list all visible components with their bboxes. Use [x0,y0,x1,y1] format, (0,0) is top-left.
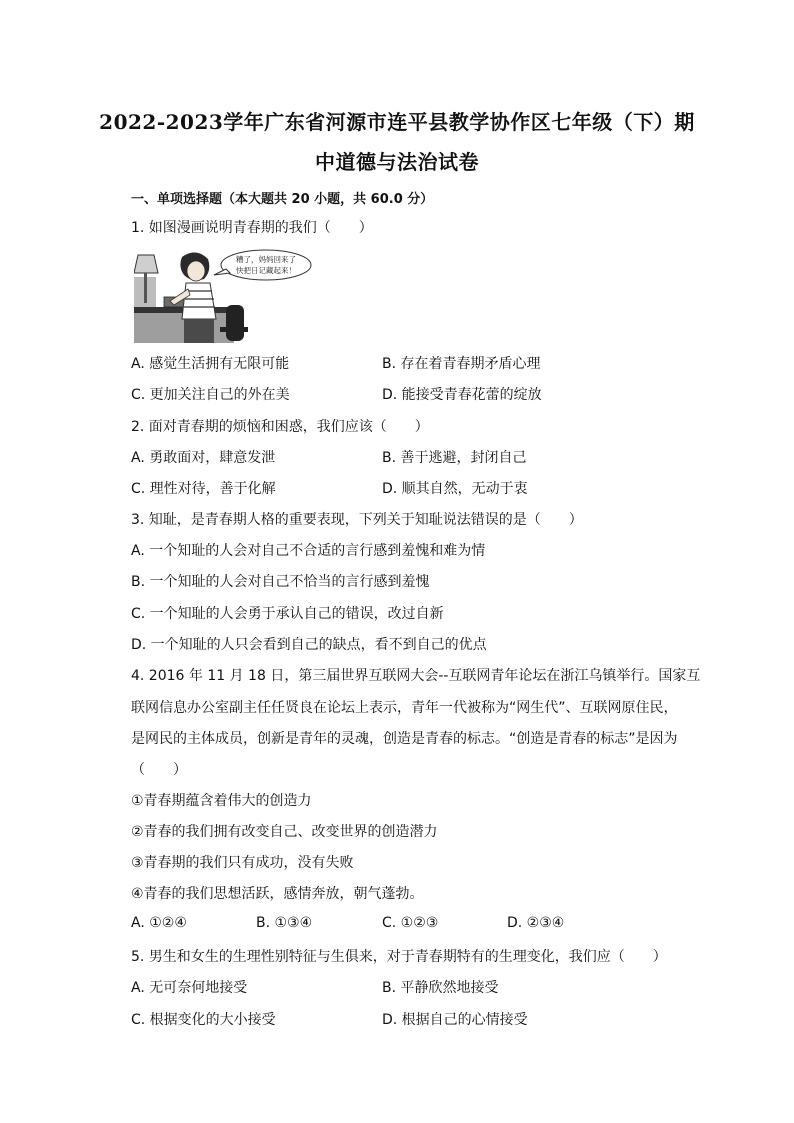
question-4-option-c: C. ①②③ [382,915,439,931]
question-5-stem: 5. 男生和女生的生理性别特征与生俱来，对于青春期特有的生理变化，我们应（ ） [131,949,667,965]
exam-title-line-2: 中道德与法治试卷 [315,150,479,174]
question-3-option-d: D. 一个知耻的人只会看到自己的缺点，看不到自己的优点 [131,637,487,653]
question-5-option-a: A. 无可奈何地接受 [131,980,248,996]
section-heading: 一、单项选择题（本大题共 20 小题，共 60.0 分） [131,192,434,207]
question-4-statement-3: ③青春期的我们只有成功，没有失败 [131,855,354,871]
question-4-stem-line-4: （ ） [131,762,187,778]
question-5-option-d: D. 根据自己的心情接受 [382,1012,528,1028]
question-1-option-b: B. 存在着青春期矛盾心理 [382,356,541,372]
question-4-statement-1: ①青春期蕴含着伟大的创造力 [131,793,312,809]
exam-title-line-1: 2022-2023学年广东省河源市连平县教学协作区七年级（下）期 [99,110,695,134]
speech-bubble-line-1: 糟了，妈妈回来了 [236,255,296,264]
question-2-option-d: D. 顺其自然，无动于衷 [382,481,528,497]
question-2-stem: 2. 面对青春期的烦恼和困惑，我们应该（ ） [131,419,429,435]
question-4-option-a: A. ①②④ [131,915,187,931]
question-4-option-b: B. ①③④ [256,915,313,931]
speech-bubble-line-2: 快把日记藏起来！ [236,266,296,275]
question-1-stem: 1. 如图漫画说明青春期的我们（ ） [131,220,373,236]
comic-illustration [134,247,312,343]
question-5-option-c: C. 根据变化的大小接受 [131,1012,276,1028]
question-4-stem-line-2: 联网信息办公室副主任任贤良在论坛上表示，青年一代被称为“网生代”、互联网原住民， [131,700,678,716]
question-4-statement-4: ④青春的我们思想活跃，感情奔放，朝气蓬勃。 [131,886,424,902]
question-4-option-d: D. ②③④ [507,915,565,931]
question-1-option-a: A. 感觉生活拥有无限可能 [131,356,290,372]
question-5-option-b: B. 平静欣然地接受 [382,980,499,996]
question-1-option-d: D. 能接受青春花蕾的绽放 [382,387,542,403]
question-4-statement-2: ②青春的我们拥有改变自己、改变世界的创造潜力 [131,824,438,840]
question-2-option-b: B. 善于逃避，封闭自己 [382,450,527,466]
question-2-option-a: A. 勇敢面对，肆意发泄 [131,450,276,466]
question-3-option-b: B. 一个知耻的人会对自己不恰当的言行感到羞愧 [131,574,430,590]
question-3-stem: 3. 知耻，是青春期人格的重要表现，下列关于知耻说法错误的是（ ） [131,512,583,528]
question-3-option-a: A. 一个知耻的人会对自己不合适的言行感到羞愧和难为情 [131,543,486,559]
question-2-option-c: C. 理性对待，善于化解 [131,481,276,497]
question-4-stem-line-1: 4. 2016 年 11 月 18 日，第三届世界互联网大会--互联网青年论坛在浙江乌镇举行。国家互 [131,668,701,684]
question-3-option-c: C. 一个知耻的人会勇于承认自己的错误，改过自新 [131,606,444,622]
question-1-option-c: C. 更加关注自己的外在美 [131,387,290,403]
question-4-stem-line-3: 是网民的主体成员，创新是青年的灵魂，创造是青春的标志。“创造是青春的标志”是因为 [131,731,678,747]
